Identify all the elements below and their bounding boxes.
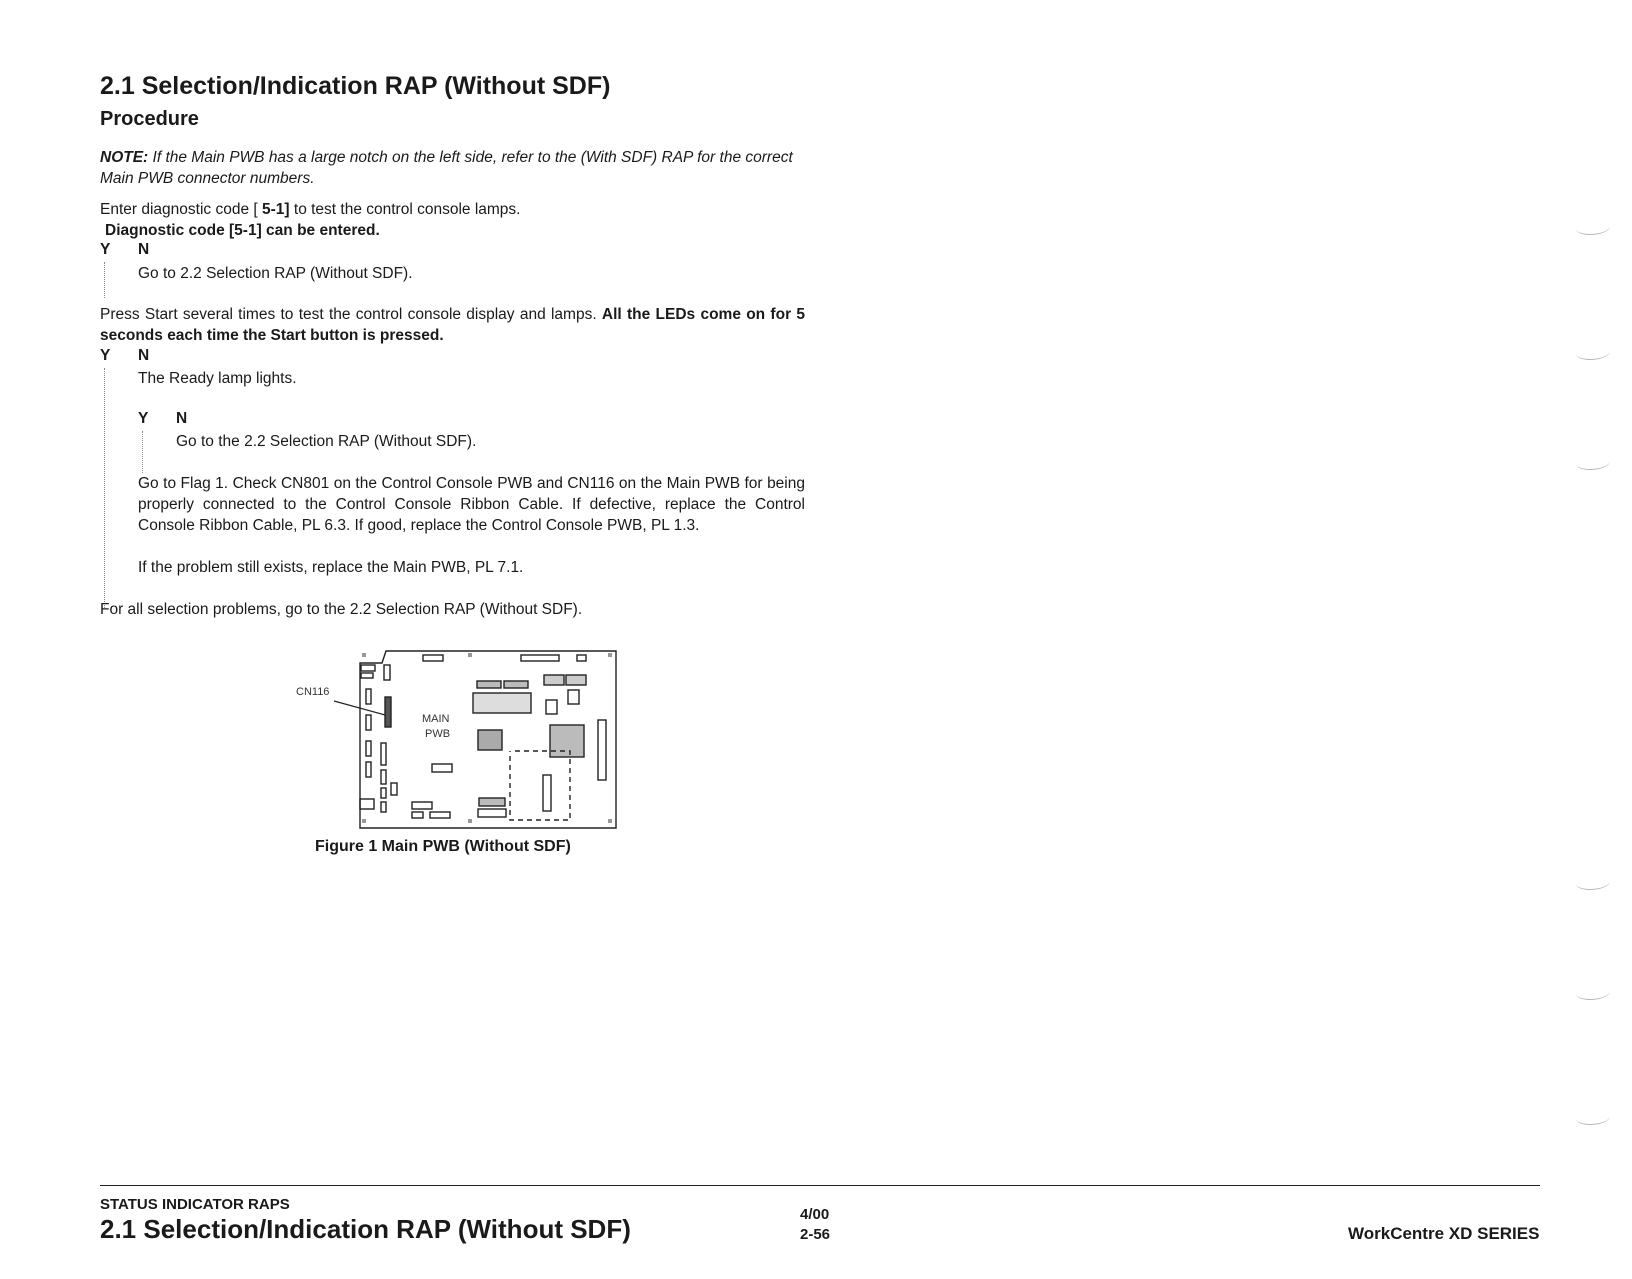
- footer-date: 4/00: [800, 1206, 830, 1223]
- component: [366, 715, 371, 730]
- component: [412, 802, 432, 809]
- component: [423, 655, 443, 661]
- substep-yes-action: Go to Flag 1. Check CN801 on the Control Console PWB and CN116 on the Main PWB for being properly connected to the Control Console Ribbon Cable. If defective, replace the Control Console Ribbon Cable, PL 6.3. If good, replace the Control Console PWB, PL 1.3.: [138, 475, 805, 534]
- footer-section: STATUS INDICATOR RAPS: [100, 1196, 290, 1213]
- component: [360, 799, 374, 809]
- page-title: 2.1 Selection/Indication RAP (Without SDF): [100, 72, 611, 100]
- component: [479, 798, 505, 806]
- cn116-connector: [385, 697, 391, 727]
- step2-question: All the LEDs come on for 5 seconds each time the Start button is pressed.: [100, 306, 805, 344]
- note-label: NOTE:: [100, 149, 149, 166]
- scan-artifact: [1576, 875, 1610, 890]
- component: [577, 655, 586, 661]
- component: [381, 770, 386, 784]
- component: [381, 788, 386, 798]
- substep-no-action: Go to the 2.2 Selection RAP (Without SDF).: [176, 433, 477, 450]
- scan-artifact: [1576, 455, 1610, 470]
- mount-hole: [468, 819, 472, 823]
- figure-caption: Figure 1 Main PWB (Without SDF): [315, 838, 571, 855]
- component: [504, 681, 528, 688]
- substep-yes-branch-line: [142, 431, 143, 473]
- component: [381, 743, 386, 765]
- component: [381, 802, 386, 812]
- note-text: If the Main PWB has a large notch on the left side, refer to the (With SDF) RAP for the correct Main PWB connector numbers.: [100, 149, 793, 187]
- step1-code: 5-1]: [262, 201, 290, 218]
- component: [521, 655, 559, 661]
- step1-question: Diagnostic code [5-1] can be entered.: [105, 222, 380, 239]
- component: [544, 675, 564, 685]
- step2-yes-branch-line: [104, 368, 105, 608]
- component: [384, 665, 390, 680]
- footer-series: WorkCentre XD SERIES: [1348, 1224, 1540, 1243]
- component: [550, 725, 584, 757]
- mount-hole: [468, 653, 472, 657]
- section-heading-procedure: Procedure: [100, 108, 199, 130]
- step1-text-a: Enter diagnostic code [: [100, 201, 262, 218]
- component: [361, 673, 373, 678]
- component: [473, 693, 531, 713]
- component: [566, 675, 586, 685]
- component: [432, 764, 452, 772]
- scan-artifact: [1576, 1110, 1610, 1125]
- component: [546, 700, 557, 714]
- footer-page-number: 2-56: [800, 1226, 831, 1243]
- component: [366, 689, 371, 704]
- component: [543, 775, 551, 811]
- dashed-outline: [510, 751, 570, 820]
- callout-cn116: CN116: [296, 686, 330, 698]
- mount-hole: [608, 819, 612, 823]
- step1-text-b: to test the control console lamps.: [289, 201, 521, 218]
- step2-text: Press Start several times to test the control console display and lamps.: [100, 306, 597, 323]
- step1-yes-label: Y: [100, 241, 111, 258]
- component: [598, 720, 606, 780]
- substep-yes-label: Y: [138, 410, 149, 427]
- component: [366, 741, 371, 756]
- final-instruction: For all selection problems, go to the 2.2 Selection RAP (Without SDF).: [100, 601, 583, 618]
- step2-no-text: The Ready lamp lights.: [138, 370, 297, 387]
- component: [430, 812, 450, 818]
- substep-yes-action-2: If the problem still exists, replace the Main PWB, PL 7.1.: [138, 559, 524, 576]
- component: [478, 730, 502, 750]
- mount-hole: [362, 653, 366, 657]
- mount-hole: [608, 653, 612, 657]
- note-paragraph: [100, 147, 805, 189]
- step1-yes-branch-line: [104, 262, 105, 298]
- scan-artifact: [1576, 985, 1610, 1000]
- step1-instruction: [100, 199, 805, 220]
- step2-no-label: N: [138, 347, 150, 364]
- main-pwb-figure: [290, 645, 630, 835]
- scan-artifact: [1576, 345, 1610, 360]
- component: [478, 809, 506, 817]
- footer-divider: [100, 1185, 1540, 1186]
- component: [391, 783, 397, 795]
- component: [361, 665, 375, 671]
- board-label-pwb: PWB: [425, 728, 451, 740]
- substep-no-label: N: [176, 410, 188, 427]
- step2-instruction: [100, 304, 805, 346]
- scan-artifact: [1576, 220, 1610, 235]
- step1-no-action: Go to 2.2 Selection RAP (Without SDF).: [138, 265, 413, 282]
- step1-no-label: N: [138, 241, 150, 258]
- mount-hole: [362, 819, 366, 823]
- component: [477, 681, 501, 688]
- step2-yes-label: Y: [100, 347, 111, 364]
- board-label-main: MAIN: [422, 713, 450, 725]
- component: [568, 690, 579, 704]
- component: [366, 762, 371, 777]
- component: [412, 812, 423, 818]
- footer-title: 2.1 Selection/Indication RAP (Without SDF): [100, 1214, 631, 1244]
